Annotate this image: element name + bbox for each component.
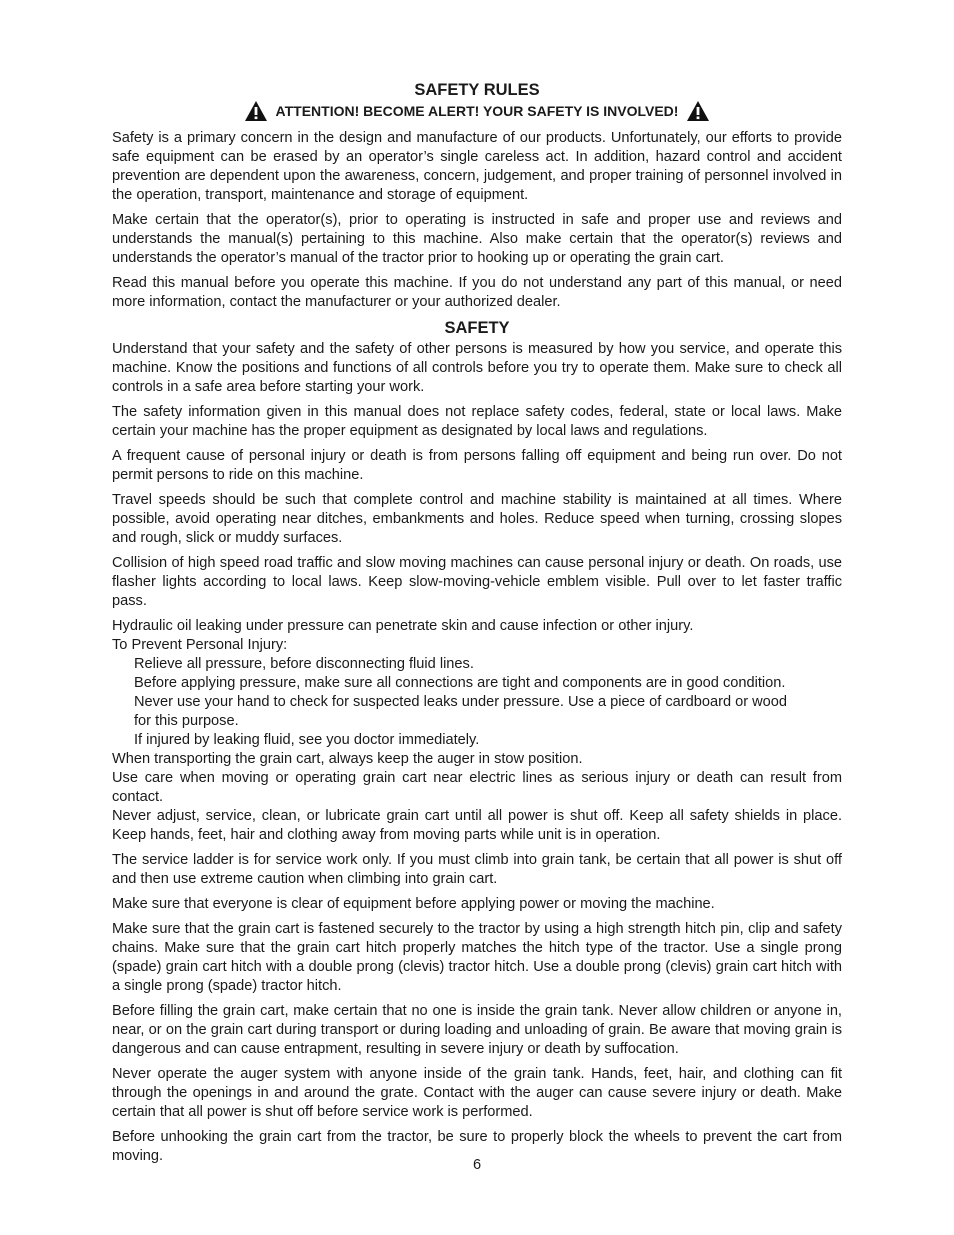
page-title: SAFETY RULES (414, 81, 540, 99)
prevention-item: Before applying pressure, make sure all connections are tight and components are in good condition. (134, 675, 786, 691)
attention-banner (112, 100, 842, 122)
prevention-heading: To Prevent Personal Injury: (112, 637, 288, 653)
intro-paragraph: Safety is a primary concern in the design and manufacture of our products. Unfortunately, our efforts to provide safe equipment can be erased by an operator’s single careless act. In addition, hazard control and accident prevention are dependent upon the awareness, concern, judgement, and proper training of personnel involved in the operation, transport, maintenance and storage of equipment. (112, 130, 842, 203)
closing-paragraph: Make sure that the grain cart is fastened securely to the tractor by using a high strength hitch pin, clip and safety chains. Make sure that the grain cart hitch properly matches the hitch type of the tractor. Use a single prong (spade) grain cart hitch with a double prong (clevis) tractor hitch. Use a double prong (clevis) grain cart hitch with a single prong (spade) tractor hitch. (112, 921, 842, 994)
safety-paragraph: Collision of high speed road traffic and slow moving machines can cause personal injury or death. On roads, use flasher lights according to local laws. Keep slow-moving-vehicle emblem visible. Pull over to let faster traffic pass. (112, 555, 842, 609)
safety-paragraph: The safety information given in this manual does not replace safety codes, federal, state or local laws. Make certain your machine has the proper equipment as designated by local laws and regulations. (112, 404, 842, 439)
safety-paragraph: Understand that your safety and the safety of other persons is measured by how you service, and operate this machine. Know the positions and functions of all controls before you try to operate them. Make sure to check all controls in a safe area before starting your work. (112, 341, 842, 395)
intro-paragraph: Make certain that the operator(s), prior to operating is instructed in safe and proper use and reviews and understands the manual(s) pertaining to this machine. Also make certain that the operator(s) reviews and understands the operator’s manual of the tractor prior to hooking up or operating the grain cart. (112, 212, 842, 266)
closing-paragraph: The service ladder is for service work only. If you must climb into grain tank, be certain that all power is shut off and then use extreme caution when climbing into grain cart. (112, 852, 842, 887)
closing-paragraph: Before filling the grain cart, make certain that no one is inside the grain tank. Never allow children or anyone in, near, or on the grain cart during transport or during loading and unloading of grain. Be aware that moving grain is dangerous and can cause entrapment, resulting in severe injury or death by suffocation. (112, 1003, 842, 1057)
hydraulic-section (112, 617, 842, 845)
page-content (112, 80, 842, 1172)
prevention-item: Relieve all pressure, before disconnecting fluid lines. (134, 656, 474, 672)
closing-paragraph: Never operate the auger system with anyone inside of the grain tank. Hands, feet, hair, and clothing can fit through the openings in and around the grate. Contact with the auger can cause severe injury or death. Make certain that all power is shut off before service work is performed. (112, 1066, 842, 1120)
electric-lines-note: Use care when moving or operating grain cart near electric lines as serious injury or death can result from contact. (112, 770, 842, 805)
page-number: 6 (472, 1157, 482, 1173)
transport-note: When transporting the grain cart, always keep the auger in stow position. (112, 751, 583, 767)
hydraulic-warning: Hydraulic oil leaking under pressure can penetrate skin and cause infection or other injury. (112, 618, 694, 634)
safety-paragraph: Travel speeds should be such that complete control and machine stability is maintained at all times. Where possible, avoid operating near ditches, embankments and holes. Reduce speed when turning, crossing slopes and rough, slick or muddy surfaces. (112, 492, 842, 546)
safety-paragraph: A frequent cause of personal injury or death is from persons falling off equipment and being run over. Do not permit persons to ride on this machine. (112, 448, 842, 483)
safety-heading: SAFETY (444, 319, 510, 337)
intro-paragraph: Read this manual before you operate this machine. If you do not understand any part of this manual, or need more information, contact the manufacturer or your authorized dealer. (112, 275, 842, 310)
prevention-item: Never use your hand to check for suspected leaks under pressure. Use a piece of cardboard or wood for this purpose. (134, 694, 788, 729)
attention-text: ATTENTION! BECOME ALERT! YOUR SAFETY IS INVOLVED! (275, 103, 679, 119)
closing-paragraph: Make sure that everyone is clear of equipment before applying power or moving the machine. (112, 896, 715, 912)
warning-triangle-icon (686, 100, 710, 122)
service-note: Never adjust, service, clean, or lubricate grain cart until all power is shut off. Keep all safety shields in place. Keep hands, feet, hair and clothing away from moving parts while unit is in operation. (112, 808, 842, 843)
warning-triangle-icon (244, 100, 268, 122)
prevention-item: If injured by leaking fluid, see you doctor immediately. (134, 732, 480, 748)
closing-paragraph: Before unhooking the grain cart from the tractor, be sure to properly block the wheels to prevent the cart from moving. (112, 1129, 842, 1164)
